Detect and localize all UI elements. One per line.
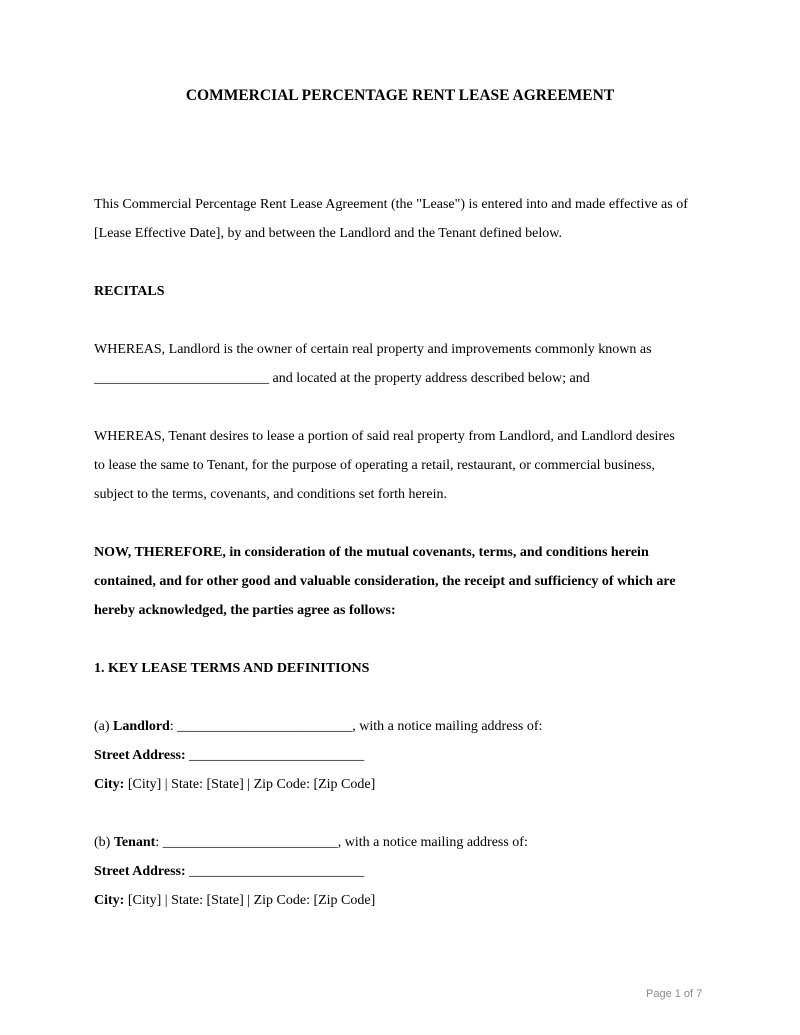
city-state-zip-text: [City] | State: [State] | Zip Code: [Zip Code] <box>124 777 376 792</box>
landlord-street-line <box>94 741 714 770</box>
street-address-field: _________________________ <box>185 748 365 763</box>
now-therefore-line: hereby acknowledged, the parties agree as follows: <box>94 603 396 618</box>
landlord-name-field: : _________________________, with a notice mailing address of: <box>169 719 543 734</box>
landlord-city-line <box>94 770 714 799</box>
intro-line: This Commercial Percentage Rent Lease Agreement (the "Lease") is entered into and made effective as of <box>94 197 688 212</box>
whereas-line: WHEREAS, Landlord is the owner of certain real property and improvements commonly known as <box>94 342 652 357</box>
document-title: COMMERCIAL PERCENTAGE RENT LEASE AGREEMENT <box>185 87 615 104</box>
section-heading: 1. KEY LEASE TERMS AND DEFINITIONS <box>94 661 370 676</box>
city-label: City: <box>94 777 125 792</box>
paragraph-gap <box>94 799 714 828</box>
city-state-zip-text: [City] | State: [State] | Zip Code: [Zip Code] <box>124 893 376 908</box>
document-body <box>94 190 714 915</box>
paragraph-gap <box>94 306 714 335</box>
recitals-heading: RECITALS <box>94 284 165 299</box>
now-therefore-line: contained, and for other good and valuable consideration, the receipt and sufficiency of which are <box>94 574 676 589</box>
item-prefix: (b) <box>94 835 114 850</box>
tenant-city-line <box>94 886 714 915</box>
city-label: City: <box>94 893 125 908</box>
tenant-line <box>94 828 714 857</box>
tenant-street-line <box>94 857 714 886</box>
page-number: Page 1 of 7 <box>646 988 703 1000</box>
tenant-label: Tenant <box>113 835 156 850</box>
whereas-line: WHEREAS, Tenant desires to lease a portion of said real property from Landlord, and Landlord desires <box>94 429 675 444</box>
now-therefore-line: NOW, THEREFORE, in consideration of the mutual covenants, terms, and conditions herein <box>94 545 649 560</box>
whereas-line: _________________________ and located at the property address described below; and <box>94 371 590 386</box>
paragraph-gap <box>94 509 714 538</box>
street-address-label: Street Address: <box>94 864 186 879</box>
intro-line: [Lease Effective Date], by and between the Landlord and the Tenant defined below. <box>94 226 562 241</box>
whereas-line: to lease the same to Tenant, for the purpose of operating a retail, restaurant, or commercial business, <box>94 458 655 473</box>
paragraph-gap <box>94 248 714 277</box>
whereas-line: subject to the terms, covenants, and conditions set forth herein. <box>94 487 448 502</box>
landlord-line <box>94 712 714 741</box>
street-address-label: Street Address: <box>94 748 186 763</box>
tenant-name-field: : _________________________, with a notice mailing address of: <box>155 835 528 850</box>
item-prefix: (a) <box>94 719 114 734</box>
paragraph-gap <box>94 625 714 654</box>
landlord-label: Landlord <box>113 719 170 734</box>
paragraph-gap <box>94 683 714 712</box>
street-address-field: _________________________ <box>185 864 365 879</box>
paragraph-gap <box>94 393 714 422</box>
